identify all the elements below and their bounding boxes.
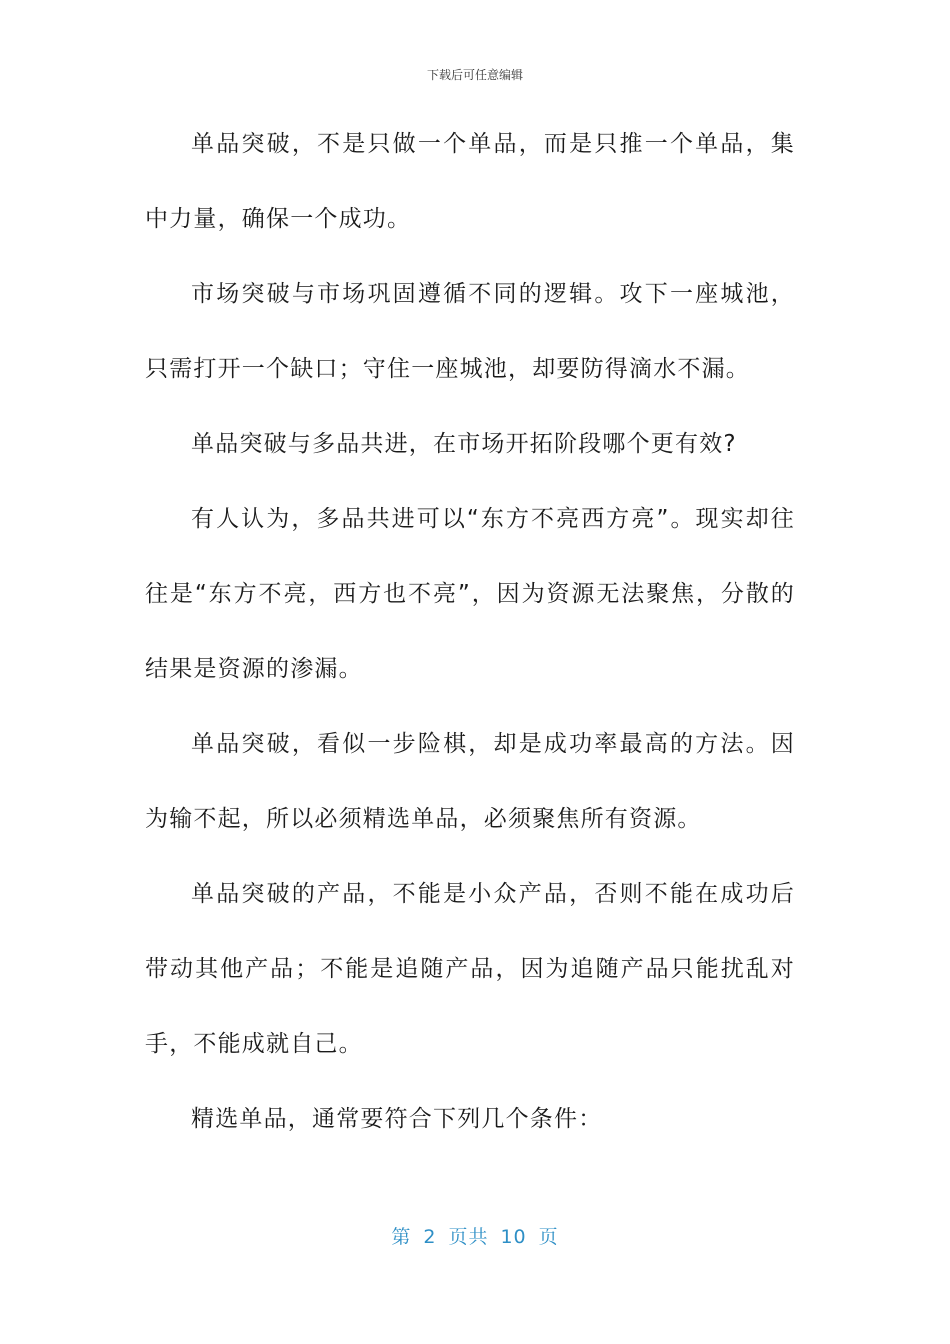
current-page-number: 2 — [423, 1226, 437, 1248]
paragraph: 有人认为，多品共进可以“东方不亮西方亮”。现实却往往是“东方不亮，西方也不亮”，因为资源无法聚焦，分散的结果是资源的渗漏。 — [145, 506, 795, 682]
footer-prefix: 第 — [391, 1226, 412, 1248]
footer-middle: 页共 — [448, 1226, 489, 1248]
paragraph: 单品突破与多品共进，在市场开拓阶段哪个更有效? — [191, 431, 737, 457]
footer-suffix: 页 — [538, 1226, 559, 1248]
paragraph: 单品突破的产品，不能是小众产品，否则不能在成功后带动其他产品；不能是追随产品，因为追随产品只能扰乱对手，不能成就自己。 — [145, 881, 795, 1057]
paragraph: 精选单品，通常要符合下列几个条件： — [191, 1106, 603, 1132]
page-footer — [0, 1222, 950, 1249]
document-body — [145, 107, 795, 1157]
header-note: 下载后可任意编辑 — [426, 68, 523, 82]
paragraph: 市场突破与市场巩固遵循不同的逻辑。攻下一座城池，只需打开一个缺口；守住一座城池，却要防得滴水不漏。 — [145, 281, 795, 382]
total-pages-number: 10 — [500, 1226, 527, 1248]
paragraph: 单品突破，看似一步险棋，却是成功率最高的方法。因为输不起，所以必须精选单品，必须聚焦所有资源。 — [145, 731, 795, 832]
paragraph: 单品突破，不是只做一个单品，而是只推一个单品，集中力量，确保一个成功。 — [145, 131, 795, 232]
